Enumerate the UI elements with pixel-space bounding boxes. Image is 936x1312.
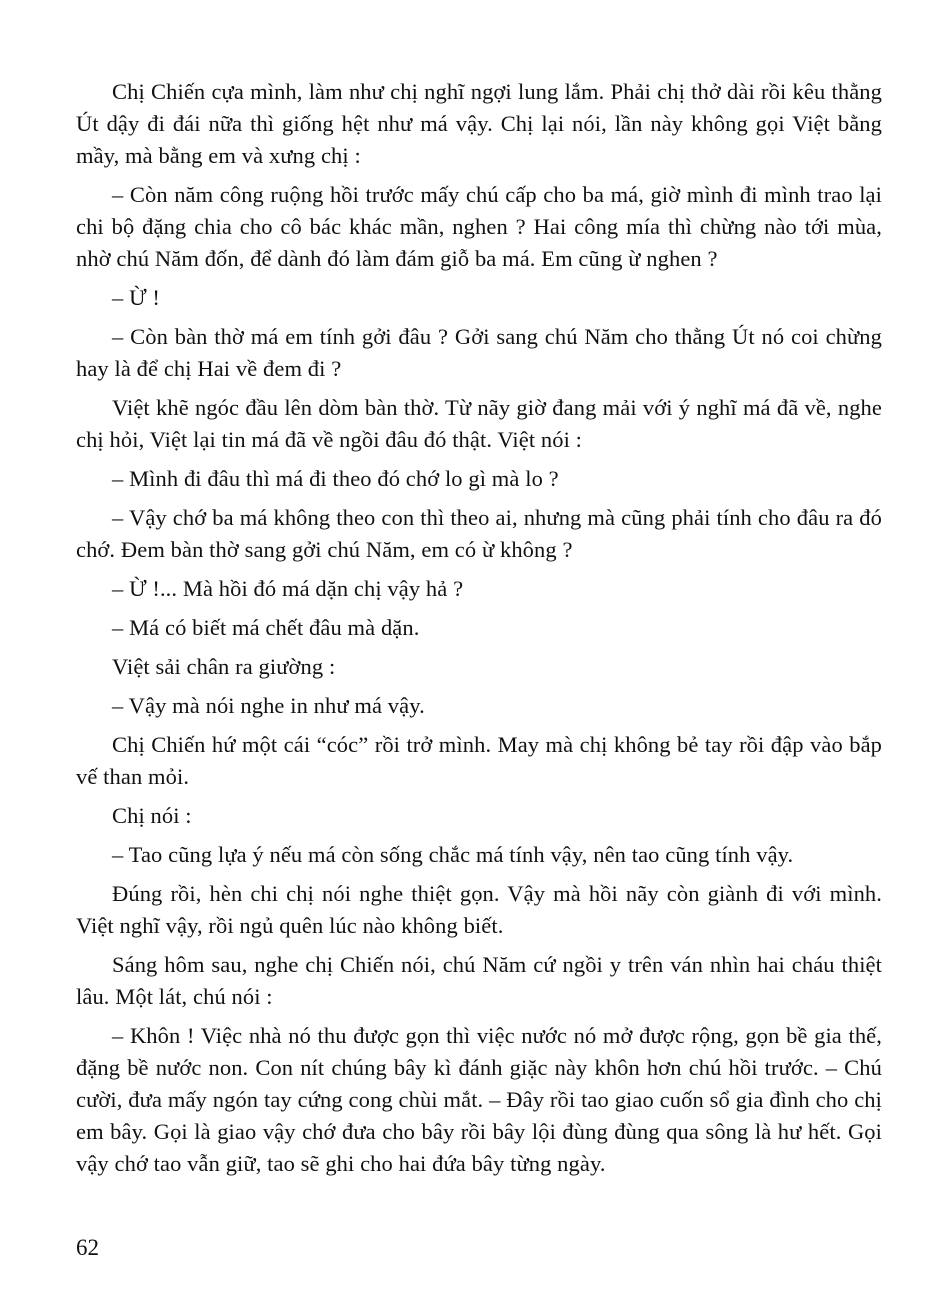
paragraph: – Ừ ! xyxy=(112,285,160,310)
paragraph: Chị Chiến cựa mình, làm như chị nghĩ ngợi lung lắm. Phải chị thở dài rồi kêu thằng Út dậy đi đái nữa thì giống hệt như má vậy. Chị lại nói, lần này không gọi Việt bằng mầy, mà bằng em và xưng chị : xyxy=(76,79,882,168)
paragraph: – Tao cũng lựa ý nếu má còn sống chắc má tính vậy, nên tao cũng tính vậy. xyxy=(112,842,794,867)
paragraph: – Còn bàn thờ má em tính gởi đâu ? Gởi sang chú Năm cho thằng Út nó coi chừng hay là để chị Hai về đem đi ? xyxy=(76,324,882,381)
paragraph: Chị nói : xyxy=(112,803,192,828)
paragraph: Việt sải chân ra giường : xyxy=(112,654,336,679)
paragraph: – Mình đi đâu thì má đi theo đó chớ lo gì mà lo ? xyxy=(112,466,559,491)
paragraph: Chị Chiến hứ một cái “cóc” rồi trở mình. May mà chị không bẻ tay rồi đập vào bắp vế than mỏi. xyxy=(76,732,882,789)
paragraph: – Vậy mà nói nghe in như má vậy. xyxy=(112,693,425,718)
page-body xyxy=(76,76,882,1180)
paragraph: – Vậy chớ ba má không theo con thì theo ai, nhưng mà cũng phải tính cho đâu ra đó chớ. Đem bàn thờ sang gởi chú Năm, em có ừ không ? xyxy=(76,505,882,562)
paragraph: – Má có biết má chết đâu mà dặn. xyxy=(112,615,420,640)
paragraph: Đúng rồi, hèn chi chị nói nghe thiệt gọn. Vậy mà hồi nãy còn giành đi với mình. Việt nghĩ vậy, rồi ngủ quên lúc nào không biết. xyxy=(76,881,882,938)
paragraph: Việt khẽ ngóc đầu lên dòm bàn thờ. Từ nãy giờ đang mải với ý nghĩ má đã về, nghe chị hỏi, Việt lại tin má đã về ngồi đâu đó thật. Việt nói : xyxy=(76,395,882,452)
paragraph: – Còn năm công ruộng hồi trước mấy chú cấp cho ba má, giờ mình đi mình trao lại chi bộ đặng chia cho cô bác khác mần, nghen ? Hai công mía thì chừng nào tới mùa, nhờ chú Năm đốn, để dành đó làm đám giỗ ba má. Em cũng ừ nghen ? xyxy=(76,182,882,271)
paragraph: – Ừ !... Mà hồi đó má dặn chị vậy hả ? xyxy=(112,576,464,601)
page-number: 62 xyxy=(76,1235,99,1260)
paragraph: Sáng hôm sau, nghe chị Chiến nói, chú Năm cứ ngồi y trên ván nhìn hai cháu thiệt lâu. Một lát, chú nói : xyxy=(76,952,882,1009)
paragraph: – Khôn ! Việc nhà nó thu được gọn thì việc nước nó mở được rộng, gọn bề gia thế, đặng bề nước non. Con nít chúng bây kì đánh giặc này khôn hơn chú hồi trước. – Chú cười, đưa mấy ngón tay cứng cong chùi mắt. – Đây rồi tao giao cuốn sổ gia đình cho chị em bây. Gọi là giao vậy chớ đưa cho bây rồi bây lội đùng đùng qua sông là hư hết. Gọi vậy chớ tao vẫn giữ, tao sẽ ghi cho hai đứa bây từng ngày. xyxy=(76,1023,882,1176)
